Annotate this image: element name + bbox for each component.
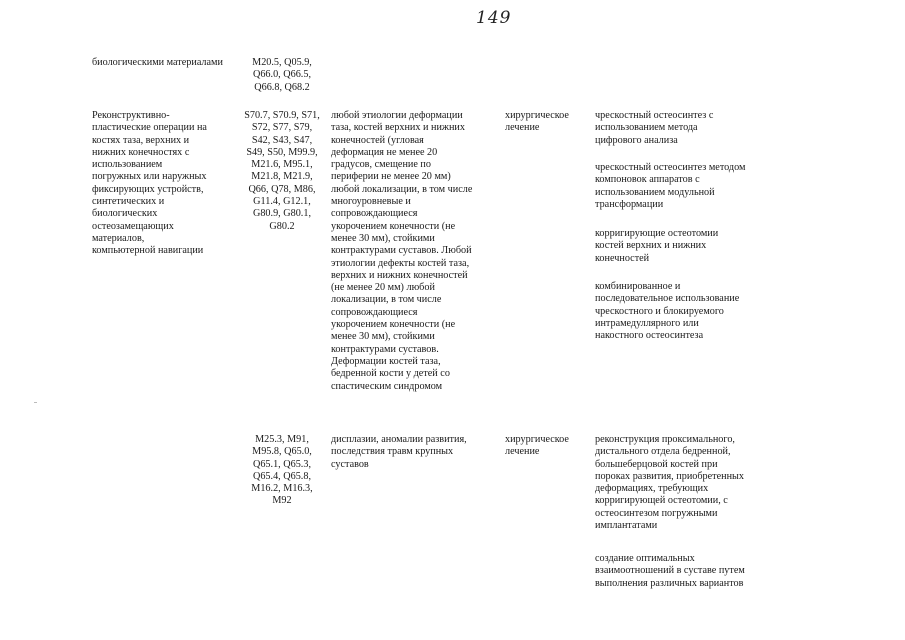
row-1-method-3: корригирующие остеотомии костей верхних и нижних конечностей [595,228,719,264]
row-1-treatment: хирургическое лечение [505,110,569,134]
row-1-model: любой этиологии деформации таза, костей верхних и нижних конечностей (угловая деформация не менее 20 градусов, смещение по периферии не менее 20 мм) любой локализации, в том числе многоуровневые и сопровождающиеся укорочением конечности (не менее 30 мм), стойкими контрактурами суставов. Любой этиологии дефекты костей таза, верхних и нижних конечностей (не менее 20 мм) любой локализации, в том числе сопровождающиеся укорочением конечности (не менее 30 мм), стойкими контрактурами суставов. Деформации костей таза, бедренной кости у детей со спастическим синдромом [331,110,473,392]
row-0-codes: M20.5, Q05.9, Q66.0, Q66.5, Q66.8, Q68.2 [252,57,312,93]
row-0-name: биологическими материалами [92,57,223,68]
row-2-treatment: хирургическое лечение [505,434,569,458]
row-1-method-1: чрескостный остеосинтез с использованием метода цифрового анализа [595,110,714,146]
row-1-codes: S70.7, S70.9, S71, S72, S77, S79, S42, S43, S47, S49, S50, M99.9, M21.6, M95.1, M21.8, M21.9, Q66, Q78, M86, G11.4, G12.1, G80.9, G80.1, G80.2 [244,110,320,232]
scan-artifact [34,402,37,403]
row-1-name: Реконструктивно- пластические операции на костях таза, верхних и нижних конечностях с использованием погружных или наружных фиксирующих устройств, синтетических и биологических остеозамещающих материалов, компьютерной навигации [92,110,207,257]
row-1-method-4: комбинированное и последовательное использование чрескостного и блокируемого интрамедуллярного или накостного остеосинтеза [595,281,740,342]
row-2-method-1: реконструкция проксимального, дистального отдела бедренной, большеберцовой костей при пороках развития, приобретенных деформациях, требующих корригирующей остеотомии, с остеосинтезом погружными имплантатами [595,434,744,532]
row-2-model: дисплазии, аномалии развития, последствия травм крупных суставов [331,434,467,470]
row-2-codes: M25.3, M91, M95.8, Q65.0, Q65.1, Q65.3, Q65.4, Q65.8, M16.2, M16.3, M92 [251,434,313,507]
page-number: 149 [476,8,512,28]
row-1-method-2: чрескостный остеосинтез методом компоновок аппаратов с использованием модульной трансформации [595,162,746,210]
row-2-method-2: создание оптимальных взаимоотношений в суставе путем выполнения различных вариантов [595,553,745,589]
